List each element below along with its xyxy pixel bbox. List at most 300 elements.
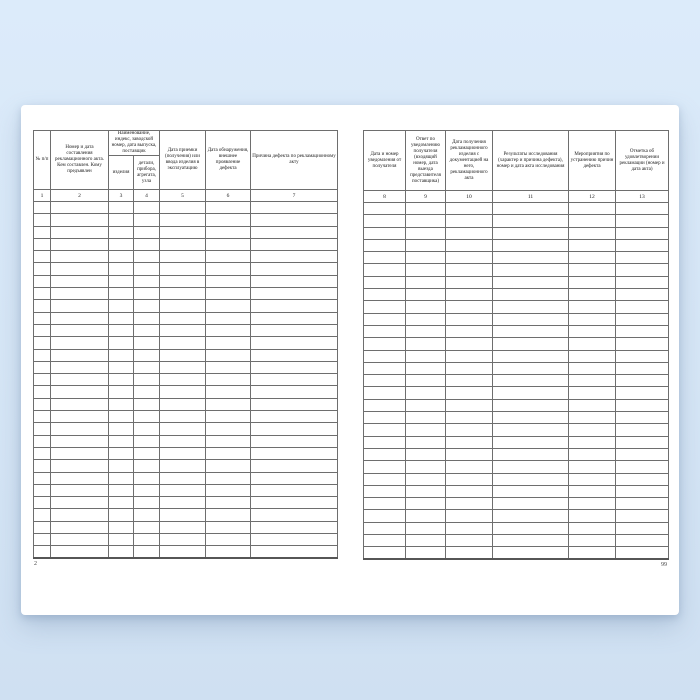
empty-cell <box>51 312 109 324</box>
column-number: 11 <box>493 191 569 203</box>
empty-cell <box>206 423 251 435</box>
col-header-satisfaction-mark: Отметка об удовлетворении рекламации (номер и дата акта) <box>616 131 669 191</box>
empty-cell <box>406 436 446 448</box>
table-row <box>364 350 669 362</box>
empty-cell <box>251 226 338 238</box>
empty-cell <box>251 202 338 214</box>
column-number: 8 <box>364 191 406 203</box>
empty-cell <box>406 473 446 485</box>
empty-cell <box>569 338 616 350</box>
table-row <box>364 203 669 215</box>
table-row <box>364 239 669 251</box>
empty-cell <box>569 252 616 264</box>
table-row <box>364 448 669 460</box>
empty-cell <box>616 424 669 436</box>
empty-cell <box>34 312 51 324</box>
empty-cell <box>569 461 616 473</box>
empty-cell <box>446 412 493 424</box>
table-row <box>34 312 338 324</box>
empty-cell <box>493 276 569 288</box>
empty-cell <box>34 460 51 472</box>
empty-cell <box>616 399 669 411</box>
empty-cell <box>446 461 493 473</box>
empty-cell <box>364 362 406 374</box>
empty-cell <box>493 289 569 301</box>
empty-cell <box>34 324 51 336</box>
empty-cell <box>34 263 51 275</box>
empty-cell <box>251 374 338 386</box>
empty-cell <box>569 412 616 424</box>
table-row <box>364 227 669 239</box>
empty-cell <box>34 435 51 447</box>
empty-cell <box>569 547 616 559</box>
empty-cell <box>134 226 160 238</box>
col-header-defect-detection: Дата обнаружения, внешнее проявление дефекта <box>206 131 251 190</box>
empty-cell <box>616 325 669 337</box>
empty-cell <box>569 448 616 460</box>
empty-cell <box>206 374 251 386</box>
empty-cell <box>493 547 569 559</box>
empty-cell <box>364 547 406 559</box>
empty-cell <box>109 497 134 509</box>
empty-cell <box>251 447 338 459</box>
empty-cell <box>569 325 616 337</box>
empty-cell <box>406 461 446 473</box>
empty-cell <box>493 498 569 510</box>
empty-cell <box>493 473 569 485</box>
empty-cell <box>51 423 109 435</box>
empty-cell <box>364 436 406 448</box>
empty-cell <box>134 534 160 546</box>
empty-cell <box>134 374 160 386</box>
empty-cell <box>134 423 160 435</box>
table-row <box>364 264 669 276</box>
empty-cell <box>160 460 206 472</box>
table-row <box>364 375 669 387</box>
empty-cell <box>109 337 134 349</box>
empty-cell <box>493 399 569 411</box>
empty-cell <box>616 375 669 387</box>
empty-cell <box>206 251 251 263</box>
table-row <box>364 522 669 534</box>
empty-cell <box>493 215 569 227</box>
table-row <box>364 399 669 411</box>
empty-cell <box>569 535 616 547</box>
empty-cell <box>34 484 51 496</box>
empty-cell <box>206 398 251 410</box>
empty-cell <box>251 484 338 496</box>
empty-cell <box>251 337 338 349</box>
empty-cell <box>406 510 446 522</box>
empty-cell <box>34 546 51 558</box>
empty-cell <box>51 288 109 300</box>
empty-cell <box>251 361 338 373</box>
empty-cell <box>109 288 134 300</box>
empty-cell <box>206 202 251 214</box>
empty-cell <box>446 313 493 325</box>
empty-cell <box>364 485 406 497</box>
empty-cell <box>160 300 206 312</box>
empty-cell <box>51 202 109 214</box>
empty-cell <box>34 497 51 509</box>
table-row <box>34 275 338 287</box>
empty-cell <box>109 484 134 496</box>
empty-cell <box>493 522 569 534</box>
empty-cell <box>206 238 251 250</box>
table-row <box>364 498 669 510</box>
empty-cell <box>446 498 493 510</box>
table-row <box>34 460 338 472</box>
col-header-group-name-index: Наименование, индекс, заводской номер, дата выпуска, поставщик <box>109 131 160 156</box>
empty-cell <box>160 484 206 496</box>
column-number: 6 <box>206 190 251 202</box>
table-body-right <box>364 203 669 560</box>
empty-cell <box>364 252 406 264</box>
empty-cell <box>251 546 338 558</box>
empty-cell <box>616 461 669 473</box>
empty-cell <box>364 424 406 436</box>
empty-cell <box>160 534 206 546</box>
empty-cell <box>109 546 134 558</box>
empty-cell <box>364 301 406 313</box>
empty-cell <box>446 215 493 227</box>
empty-cell <box>251 472 338 484</box>
empty-cell <box>51 214 109 226</box>
empty-cell <box>134 300 160 312</box>
column-number: 1 <box>34 190 51 202</box>
empty-cell <box>446 387 493 399</box>
empty-cell <box>160 214 206 226</box>
empty-cell <box>616 448 669 460</box>
col-header-notice-date-number: Дата и номер уведомления от получателя <box>364 131 406 191</box>
empty-cell <box>51 263 109 275</box>
empty-cell <box>34 288 51 300</box>
empty-cell <box>109 312 134 324</box>
empty-cell <box>569 227 616 239</box>
empty-cell <box>134 238 160 250</box>
empty-cell <box>569 239 616 251</box>
empty-cell <box>206 546 251 558</box>
empty-cell <box>160 361 206 373</box>
empty-cell <box>616 301 669 313</box>
empty-cell <box>134 546 160 558</box>
empty-cell <box>406 498 446 510</box>
empty-cell <box>446 473 493 485</box>
table-row <box>34 411 338 423</box>
empty-cell <box>616 338 669 350</box>
table-row <box>364 412 669 424</box>
table-row <box>34 324 338 336</box>
journal-page-right <box>363 130 668 569</box>
table-row <box>34 534 338 546</box>
empty-cell <box>34 374 51 386</box>
table-row <box>34 447 338 459</box>
empty-cell <box>109 472 134 484</box>
empty-cell <box>109 521 134 533</box>
empty-cell <box>364 412 406 424</box>
empty-cell <box>406 522 446 534</box>
empty-cell <box>493 436 569 448</box>
empty-cell <box>493 252 569 264</box>
empty-cell <box>51 361 109 373</box>
empty-cell <box>616 350 669 362</box>
table-row <box>34 202 338 214</box>
empty-cell <box>569 473 616 485</box>
empty-cell <box>206 534 251 546</box>
empty-cell <box>134 484 160 496</box>
empty-cell <box>34 447 51 459</box>
empty-cell <box>616 362 669 374</box>
empty-cell <box>251 460 338 472</box>
empty-cell <box>446 252 493 264</box>
table-row <box>364 473 669 485</box>
empty-cell <box>364 375 406 387</box>
empty-cell <box>51 472 109 484</box>
table-row <box>34 374 338 386</box>
empty-cell <box>569 203 616 215</box>
empty-cell <box>406 264 446 276</box>
table-row <box>34 349 338 361</box>
empty-cell <box>134 324 160 336</box>
empty-cell <box>134 202 160 214</box>
empty-cell <box>406 387 446 399</box>
empty-cell <box>446 375 493 387</box>
empty-cell <box>160 349 206 361</box>
col-header-defect-cause: Причина дефекта по рекламационному акту <box>251 131 338 190</box>
empty-cell <box>616 473 669 485</box>
empty-cell <box>569 498 616 510</box>
empty-cell <box>160 324 206 336</box>
empty-cell <box>446 547 493 559</box>
empty-cell <box>109 460 134 472</box>
empty-cell <box>569 485 616 497</box>
empty-cell <box>160 226 206 238</box>
empty-cell <box>406 289 446 301</box>
empty-cell <box>493 510 569 522</box>
empty-cell <box>493 313 569 325</box>
empty-cell <box>109 361 134 373</box>
empty-cell <box>616 547 669 559</box>
empty-cell <box>109 386 134 398</box>
empty-cell <box>446 276 493 288</box>
empty-cell <box>446 289 493 301</box>
col-header-part-device: детали, прибора, агрегата, узла <box>134 156 160 190</box>
empty-cell <box>109 423 134 435</box>
empty-cell <box>616 227 669 239</box>
empty-cell <box>134 447 160 459</box>
empty-cell <box>569 313 616 325</box>
empty-cell <box>34 386 51 398</box>
empty-cell <box>134 251 160 263</box>
empty-cell <box>493 461 569 473</box>
empty-cell <box>34 300 51 312</box>
page-number-left: 2 <box>34 561 37 568</box>
empty-cell <box>34 411 51 423</box>
empty-cell <box>446 436 493 448</box>
empty-cell <box>206 275 251 287</box>
empty-cell <box>206 472 251 484</box>
table-row <box>364 313 669 325</box>
empty-cell <box>364 203 406 215</box>
empty-cell <box>206 226 251 238</box>
column-number: 12 <box>569 191 616 203</box>
table-body-left <box>34 202 338 559</box>
table-row <box>364 547 669 559</box>
empty-cell <box>406 215 446 227</box>
empty-cell <box>251 312 338 324</box>
empty-cell <box>109 275 134 287</box>
empty-cell <box>364 461 406 473</box>
empty-cell <box>51 484 109 496</box>
empty-cell <box>493 362 569 374</box>
empty-cell <box>109 263 134 275</box>
header-row <box>364 131 669 191</box>
empty-cell <box>406 375 446 387</box>
col-header-acceptance-date: Дата приемки (получения) или ввода изделия в эксплуатацию <box>160 131 206 190</box>
empty-cell <box>446 362 493 374</box>
empty-cell <box>569 276 616 288</box>
empty-cell <box>406 325 446 337</box>
empty-cell <box>109 398 134 410</box>
empty-cell <box>446 535 493 547</box>
empty-cell <box>569 399 616 411</box>
journal-spread <box>21 105 679 615</box>
table-row <box>364 338 669 350</box>
empty-cell <box>406 313 446 325</box>
empty-cell <box>109 202 134 214</box>
empty-cell <box>34 361 51 373</box>
empty-cell <box>160 251 206 263</box>
empty-cell <box>109 435 134 447</box>
empty-cell <box>206 324 251 336</box>
empty-cell <box>51 251 109 263</box>
empty-cell <box>160 509 206 521</box>
empty-cell <box>493 350 569 362</box>
empty-cell <box>160 337 206 349</box>
empty-cell <box>251 411 338 423</box>
table-row <box>364 510 669 522</box>
empty-cell <box>251 263 338 275</box>
empty-cell <box>160 263 206 275</box>
empty-cell <box>616 535 669 547</box>
empty-cell <box>616 522 669 534</box>
empty-cell <box>446 448 493 460</box>
empty-cell <box>616 313 669 325</box>
empty-cell <box>616 510 669 522</box>
empty-cell <box>51 226 109 238</box>
empty-cell <box>134 472 160 484</box>
empty-cell <box>109 509 134 521</box>
empty-cell <box>34 226 51 238</box>
table-row <box>364 436 669 448</box>
empty-cell <box>406 535 446 547</box>
column-number: 7 <box>251 190 338 202</box>
empty-cell <box>446 510 493 522</box>
table-row <box>34 386 338 398</box>
empty-cell <box>160 312 206 324</box>
empty-cell <box>446 522 493 534</box>
column-number: 5 <box>160 190 206 202</box>
col-header-act-number-date: Номер и дата составления рекламационного акта. Кем составлен. Кому предъявлен <box>51 131 109 190</box>
empty-cell <box>406 338 446 350</box>
table-row <box>364 535 669 547</box>
empty-cell <box>34 337 51 349</box>
empty-cell <box>251 238 338 250</box>
col-header-receipt-date: Дата получения рекламационного изделия с документацией на него, рекламационного акта <box>446 131 493 191</box>
empty-cell <box>51 337 109 349</box>
empty-cell <box>446 399 493 411</box>
empty-cell <box>134 497 160 509</box>
empty-cell <box>160 447 206 459</box>
empty-cell <box>134 288 160 300</box>
empty-cell <box>446 424 493 436</box>
empty-cell <box>493 239 569 251</box>
empty-cell <box>406 424 446 436</box>
empty-cell <box>493 338 569 350</box>
table-row <box>34 423 338 435</box>
empty-cell <box>406 448 446 460</box>
empty-cell <box>364 387 406 399</box>
table-row <box>34 300 338 312</box>
table-row <box>34 546 338 558</box>
empty-cell <box>109 349 134 361</box>
empty-cell <box>109 324 134 336</box>
empty-cell <box>51 349 109 361</box>
empty-cell <box>160 435 206 447</box>
empty-cell <box>160 202 206 214</box>
empty-cell <box>406 301 446 313</box>
empty-cell <box>160 275 206 287</box>
column-number-row <box>364 191 669 203</box>
column-number: 4 <box>134 190 160 202</box>
empty-cell <box>34 534 51 546</box>
empty-cell <box>51 411 109 423</box>
empty-cell <box>493 412 569 424</box>
empty-cell <box>493 375 569 387</box>
col-header-row-number: № п/п <box>34 131 51 190</box>
empty-cell <box>251 423 338 435</box>
table-row <box>34 214 338 226</box>
empty-cell <box>493 387 569 399</box>
empty-cell <box>569 375 616 387</box>
empty-cell <box>51 300 109 312</box>
empty-cell <box>569 301 616 313</box>
empty-cell <box>34 238 51 250</box>
empty-cell <box>493 264 569 276</box>
table-row <box>34 238 338 250</box>
empty-cell <box>493 325 569 337</box>
empty-cell <box>364 289 406 301</box>
empty-cell <box>134 398 160 410</box>
col-header-research-results: Результаты исследования (характер и причина дефекта), номер и дата акта исследования <box>493 131 569 191</box>
header-row-top <box>34 131 338 156</box>
empty-cell <box>109 374 134 386</box>
empty-cell <box>206 349 251 361</box>
empty-cell <box>364 473 406 485</box>
empty-cell <box>134 521 160 533</box>
empty-cell <box>406 276 446 288</box>
empty-cell <box>569 215 616 227</box>
empty-cell <box>406 239 446 251</box>
table-row <box>364 301 669 313</box>
empty-cell <box>446 264 493 276</box>
empty-cell <box>251 386 338 398</box>
empty-cell <box>206 521 251 533</box>
empty-cell <box>446 227 493 239</box>
empty-cell <box>160 497 206 509</box>
empty-cell <box>616 276 669 288</box>
empty-cell <box>34 251 51 263</box>
